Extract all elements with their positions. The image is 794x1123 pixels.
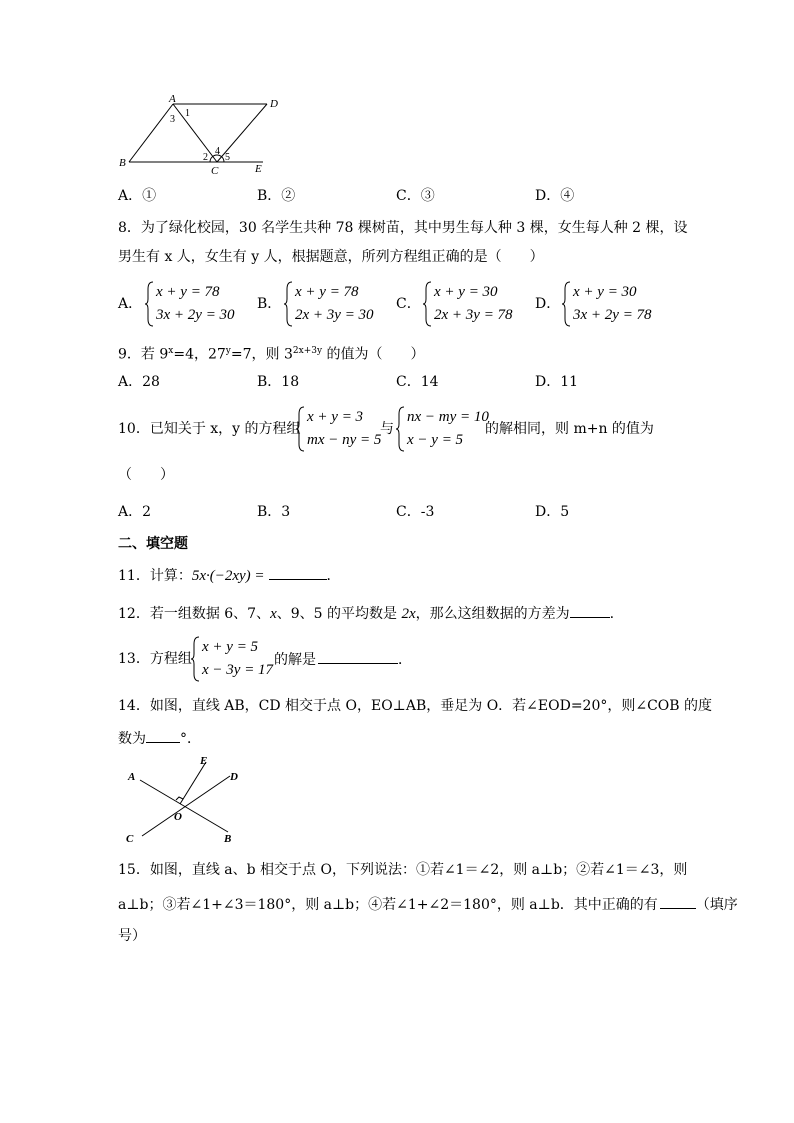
angle-label-4: 4 — [215, 146, 220, 157]
q12 — [118, 603, 614, 624]
q8-option-c-label: C． — [396, 296, 421, 312]
q9-sup-1: x — [168, 346, 174, 356]
q8-option-a-eq1: x + y = 78 — [156, 284, 220, 300]
q11-answer-blank[interactable] — [269, 565, 327, 580]
q14-line-2-prefix: 数为 — [118, 731, 146, 747]
q9-sup-2: y — [225, 346, 231, 356]
q10-sys1-eq2: mx − ny = 5 — [307, 432, 382, 448]
q9-mid-1: =4，27 — [173, 346, 226, 363]
q9-suffix: 的值为（ ） — [322, 346, 425, 363]
q10-prefix: 10．已知关于 x，y 的方程组 — [118, 421, 301, 437]
label-C: C — [126, 833, 134, 845]
q13-prefix: 13．方程组 — [118, 651, 192, 667]
label-E: E — [200, 755, 208, 767]
q8-option-a-eq2: 3x + 2y = 30 — [156, 307, 235, 323]
q15-answer-blank[interactable] — [660, 894, 696, 909]
q8-option-d-eq2: 3x + 2y = 78 — [573, 307, 652, 323]
line-EO — [180, 762, 206, 804]
q8-option-c-eq2: 2x + 3y = 78 — [434, 307, 513, 323]
label-B: B — [119, 157, 126, 169]
brace-icon — [422, 281, 432, 327]
q9-stem — [118, 341, 425, 365]
label-D: D — [270, 98, 278, 110]
q9-option-b: B．18 — [257, 374, 300, 390]
q12-end: . — [609, 606, 615, 622]
parallelogram-svg — [115, 92, 285, 178]
label-A: A — [128, 771, 136, 783]
q12-var-2x: 2x — [401, 606, 416, 622]
q15-line-2-text: a⊥b；③若∠1+∠3＝180°，则 a⊥b；④若∠1+∠2＝180°，则 a⊥b．其中正确的有 — [118, 897, 658, 913]
q12-answer-blank[interactable] — [570, 603, 610, 618]
q14-line-2-end: °． — [180, 731, 201, 747]
angle-label-3: 3 — [170, 114, 175, 125]
label-C: C — [211, 165, 219, 177]
q15-line-2 — [118, 894, 738, 915]
q10-option-d: D．5 — [535, 504, 570, 520]
q10-sys2-eq2: x − y = 5 — [407, 432, 464, 448]
q9-sup-3: 2x+3y — [292, 346, 323, 356]
q13-suffix-line — [274, 649, 412, 670]
q15-line-1: 15．如图，直线 a、b 相交于点 O，下列说法：①若∠1＝∠2，则 a⊥b；②若∠1＝∠3，则 — [118, 862, 688, 878]
q13-suffix: 的解是 — [274, 652, 316, 668]
q12-part-3: ，那么这组数据的方差为 — [415, 606, 570, 622]
q13-answer-blank[interactable] — [318, 649, 398, 664]
q12-part-1: 12．若一组数据 6、7、 — [118, 606, 271, 622]
q8-line-1: 8．为了绿化校园，30 名学生共种 78 棵树苗，其中男生每人种 3 棵，女生每人种 2 棵，设 — [118, 220, 688, 236]
angle-label-1: 1 — [185, 108, 190, 119]
brace-icon — [395, 406, 405, 452]
q12-part-2: 、9、5 的平均数是 — [276, 606, 402, 622]
q8-option-d-eq1: x + y = 30 — [573, 284, 637, 300]
q10-suffix: 的解相同，则 m+n 的值为 — [485, 421, 654, 437]
brace-icon — [295, 406, 305, 452]
q10-option-a: A．2 — [118, 504, 152, 520]
q11 — [118, 565, 341, 586]
q7-option-b: B．② — [257, 188, 296, 204]
q13-eq2: x − 3y = 17 — [202, 662, 274, 678]
q9-option-d: D．11 — [535, 374, 579, 390]
q11-expression: 5x·(−2xy) = — [191, 568, 265, 584]
right-angle-mark — [176, 797, 183, 800]
label-O: O — [174, 811, 182, 823]
line-AB — [129, 104, 173, 162]
q8-option-d-label: D． — [535, 296, 561, 312]
q8-line-2: 男生有 x 人，女生有 y 人，根据题意，所列方程组正确的是（ ） — [118, 249, 544, 265]
q8-option-c-eq1: x + y = 30 — [434, 284, 498, 300]
line-AB — [140, 780, 228, 832]
brace-icon — [561, 281, 571, 327]
q7-option-d: D．④ — [535, 188, 575, 204]
q13-eq1: x + y = 5 — [202, 639, 259, 655]
q7-option-c: C．③ — [396, 188, 435, 204]
q15-line-3: 号） — [118, 928, 146, 944]
q10-sys1-eq1: x + y = 3 — [307, 409, 364, 425]
q8-option-a-label: A． — [118, 296, 143, 312]
q9-prefix: 9．若 9 — [118, 346, 169, 363]
label-B: B — [224, 833, 232, 845]
angle-label-2: 2 — [203, 152, 208, 163]
q10-option-c: C．-3 — [396, 504, 435, 520]
label-A: A — [169, 93, 176, 105]
q10-option-b: B．3 — [257, 504, 291, 520]
brace-icon — [190, 636, 200, 682]
q9-option-c: C．14 — [396, 374, 439, 390]
q14-line-1: 14．如图，直线 AB，CD 相交于点 O，EO⊥AB，垂足为 O．若∠EOD=20°，则∠COB 的度 — [118, 698, 713, 714]
label-E: E — [255, 163, 262, 175]
q15-line-2-end: （填序 — [695, 897, 738, 913]
label-D: D — [230, 771, 238, 783]
angle-label-5: 5 — [225, 152, 230, 163]
brace-icon — [144, 281, 154, 327]
q9-mid-2: =7，则 3 — [230, 346, 293, 363]
q14-answer-blank[interactable] — [146, 728, 180, 743]
q12-var-x: x — [270, 606, 277, 622]
q10-paren: （ ） — [118, 467, 174, 483]
line-AC — [173, 104, 217, 162]
q7-option-a: A．① — [118, 188, 157, 204]
section-title: 二、填空题 — [118, 536, 188, 552]
q8-option-b-eq2: 2x + 3y = 30 — [295, 307, 374, 323]
q10-mid: 与 — [380, 421, 394, 437]
q13-end: ． — [398, 652, 412, 668]
q8-option-b-eq1: x + y = 78 — [295, 284, 359, 300]
figure-intersecting-lines — [118, 752, 248, 848]
intersecting-lines-svg — [118, 752, 248, 848]
q8-option-b-label: B． — [257, 296, 282, 312]
line-CD — [142, 776, 230, 836]
q14-line-2 — [118, 728, 201, 749]
q11-end: ． — [326, 568, 341, 584]
q11-prefix: 11．计算： — [118, 568, 192, 584]
figure-parallelogram — [115, 92, 285, 178]
q9-option-a: A．28 — [118, 374, 160, 390]
q10-sys2-eq1: nx − my = 10 — [407, 409, 489, 425]
brace-icon — [283, 281, 293, 327]
